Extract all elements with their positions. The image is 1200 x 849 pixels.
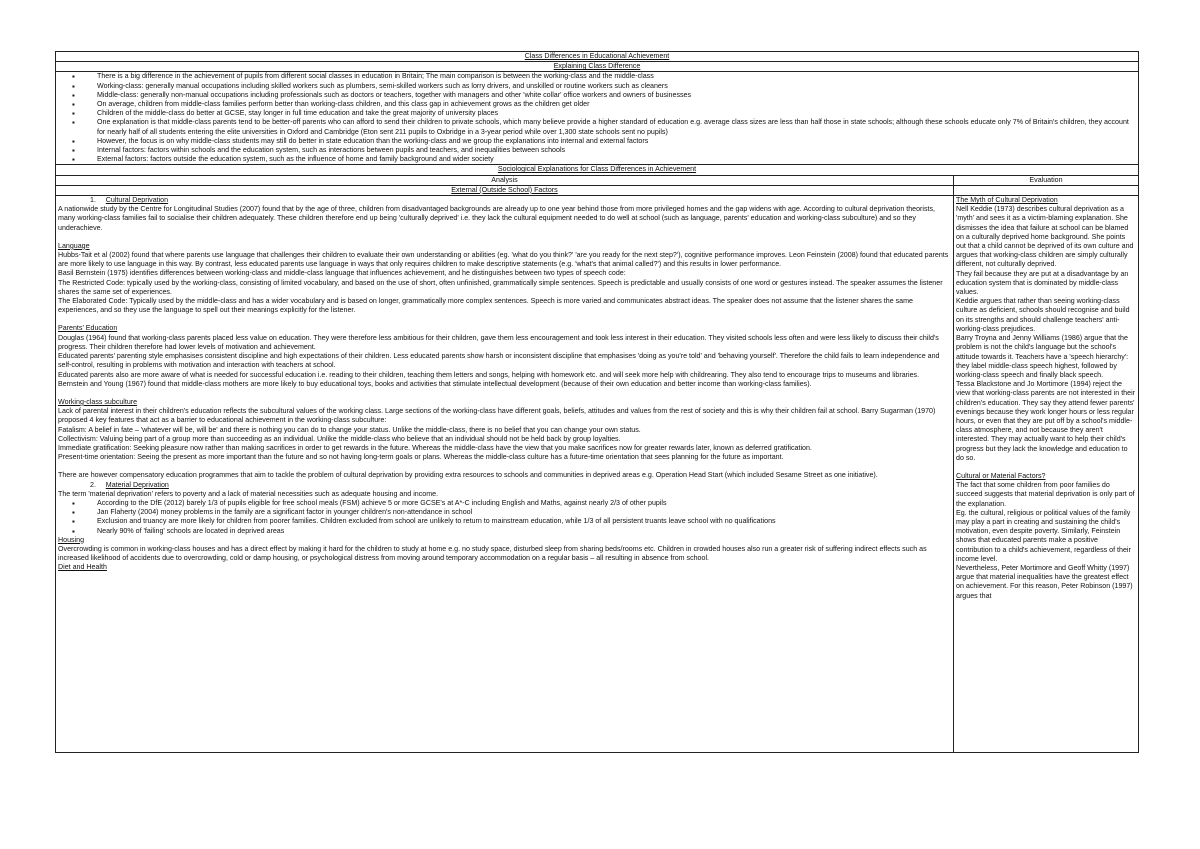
section-number: 2.	[90, 480, 96, 489]
explaining-heading: Explaining Class Difference	[56, 62, 1139, 72]
subheading-language: Language	[58, 241, 90, 250]
list-item: ▪ Children of the middle-class do better at GCSE, stay longer in full time education and take the great majority of university places	[86, 109, 1136, 118]
list-item: ▪ Working-class: generally manual occupations including skilled workers such as plumbers, semi-skilled workers such as lorry drivers, and unskilled or routine workers such as cleaners	[86, 82, 1136, 91]
paragraph: Bernstein and Young (1967) found that middle-class mothers are more likely to buy educational toys, books and activities that stimulate intellectual development (because of their own education and better income than working-class families).	[58, 379, 812, 388]
list-item: ▪ Jan Flaherty (2004) money problems in the family are a significant factor in younger children's non-attendance in school	[86, 508, 951, 517]
paragraph: Collectivism: Valuing being part of a group more than succeeding as an individual. Unlike the middle-class who believe that an individual should not be held back by group loyalties.	[58, 434, 621, 443]
paragraph: Immediate gratification: Seeking pleasure now rather than making sacrifices in order to get rewards in the future. Whereas the middle-class have the view that you make sacrifices now for greater rewards later, known as deferred gratification.	[58, 443, 812, 452]
paragraph: Barry Troyna and Jenny Williams (1986) argue that the problem is not the child's language but the school's attitude towards it. Teachers have a 'speech hierarchy': they label middle-class speech highest, followed by working-class speech and finally black speech.	[956, 334, 1129, 379]
subheading-myth: The Myth of Cultural Deprivation	[956, 196, 1058, 205]
analysis-cell	[56, 196, 954, 753]
external-heading-row	[56, 185, 1139, 195]
section-title: Cultural Deprivation	[105, 196, 169, 205]
subheading-diet: Diet and Health	[58, 563, 107, 572]
paragraph: Lack of parental interest in their children's education reflects the subcultural values of the working class. Large sections of the working-class have different goals, beliefs, attitudes and values from the rest of society and this is why their children fail at school. Barry Sugarman (1970) proposed 4 key features that act as a barrier to educational achievement in the working-class subculture:	[58, 407, 936, 425]
paragraph: Educated parents also are more aware of what is needed for successful education i.e. reading to their children, teaching them letters and songs, helping with homework etc. and will seek more help with childrearing. They also tend to encourage trips to museums and libraries.	[58, 370, 920, 379]
paragraph: There are however compensatory education programmes that aim to tackle the problem of cultural deprivation by providing extra resources to schools and communities in deprived areas e.g. Operation Head Start (which included Sesame Street as one initiative).	[58, 471, 878, 480]
analysis-content	[58, 196, 951, 752]
paragraph: The Restricted Code: typically used by the working-class, consisting of limited vocabulary, and based on the use of short, often unfinished, grammatically simple sentences. Speech is predictable and usually consists of one word or gestures instead. The speaker assumes the listener shares the same set of experiences.	[58, 278, 943, 296]
paragraph: Present-time orientation: Seeing the present as more important than the future and so not having long-term goals or plans. Whereas the middle-class culture has a future-time orientation that sees planning for the future as important.	[58, 453, 784, 462]
document-title: Class Differences in Educational Achievement	[56, 52, 1139, 62]
evaluation-cell	[954, 196, 1139, 753]
sociological-heading: Sociological Explanations for Class Differences in Achievement	[56, 165, 1139, 175]
evaluation-content	[956, 196, 1136, 752]
analysis-column-header: Analysis	[56, 175, 954, 185]
evaluation-column-header: Evaluation	[954, 175, 1139, 185]
list-item: ▪ Middle-class: generally non-manual occupations including professionals such as doctors or teachers, together with managers and other 'white collar' office workers and owners of businesses	[86, 91, 1136, 100]
paragraph: The Elaborated Code: Typically used by the middle-class and has a wider vocabulary and is based on longer, grammatically more complex sentences. Speech is more varied and communicates abstract ideas. The speaker does not assume that the listener shares the same experiences, and so they use the language to spell out their meanings explicitly for the listener.	[58, 297, 913, 315]
paragraph: Overcrowding is common in working-class houses and has a direct effect by making it hard for the children to study at home e.g. no study space, disturbed sleep from sharing beds/rooms etc. Children in crowded houses also run a greater risk of suffering indirect effects such as increased likelihood of accidents due to overcrowding, cold or damp housing, or psychological distress from moving around temporary accommodation on a regular basis – all resulting in absence from school.	[58, 544, 927, 563]
title-row	[56, 52, 1139, 62]
list-item: ▪ There is a big difference in the achievement of pupils from different social classes in education in Britain; The main comparison is between the working-class and the middle-class	[86, 72, 1136, 81]
socio-heading-row	[56, 165, 1139, 175]
list-item: ▪ According to the DfE (2012) barely 1/3 of pupils eligible for free school meals (FSM) achieve 5 or more GCSE's at A*-C including English and Maths, against nearly 2/3 of other pupils	[86, 499, 951, 508]
list-item: ▪ Exclusion and truancy are more likely for children from poorer families. Children excluded from school are unlikely to return to mainstream education, while 1/3 of all persistent truants leave school with no qualifications	[86, 517, 951, 526]
paragraph: The fact that some children from poor families do succeed suggests that material deprivation is only part of the explanation.	[956, 481, 1135, 508]
list-item: ▪ However, the focus is on why middle-class students may still do better in state education than the working-class and we group the explanations into internal and external factors	[86, 137, 1136, 146]
subheading-parents: Parents' Education	[58, 324, 118, 333]
external-factors-heading: External (Outside School) Factors	[56, 185, 954, 195]
material-bullet-list	[58, 499, 951, 536]
section-number: 1.	[90, 196, 96, 205]
section-heading-cultural	[58, 196, 951, 205]
explaining-bullet-list	[58, 72, 1136, 164]
list-item: ▪ One explanation is that middle-class parents tend to be better-off parents who can afford to send their children to private schools, which many believe provide a higher standard of education e.g. average class sizes are less than half those in state schools; although these schools educate only 7% of Britain's children, they account for nearly half of all students entering the elite universities in Oxford and Cambridge (Eton sent 211 pupils to Oxbridge in a 3-year period while over 1,300 state schools sent no pupils)	[86, 118, 1136, 136]
paragraph: Keddie argues that rather than seeing working-class culture as deficient, schools should recognise and build on its strengths and should challenge teachers' anti-working-class prejudices.	[956, 297, 1130, 333]
explaining-bullets-row	[56, 72, 1139, 165]
paragraph: Tessa Blackstone and Jo Mortimore (1994) reject the view that working-class parents are not interested in their children's education. They say they attend fewer parents' evenings because they work longer hours or less regular hours, or even that they are put off by a school's middle-class atmosphere, and not because they aren't interested. They may actually want to help their child's progress but they lack the knowledge and education to do so.	[956, 380, 1136, 462]
column-header-row	[56, 175, 1139, 185]
paragraph: They fail because they are put at a disadvantage by an education system that is dominated by middle-class values.	[956, 269, 1129, 297]
notes-table	[55, 51, 1139, 753]
list-item: ▪ External factors: factors outside the education system, such as the influence of home and family background and wider society	[86, 155, 1136, 164]
subheading-subculture: Working-class subculture	[58, 397, 138, 406]
list-item: ▪ Internal factors: factors within schools and the education system, such as interactions between pupils and teachers, and inequalities between schools	[86, 146, 1136, 155]
section-heading-material	[58, 481, 951, 490]
paragraph: Douglas (1964) found that working-class parents placed less value on education. They were therefore less ambitious for their children, gave them less encouragement and took less interest in their education. They visited schools less often and were less likely to discuss their child's progress. Their children therefore had lower levels of motivation and achievement.	[58, 333, 939, 351]
paragraph: Fatalism: A belief in fate – 'whatever will be, will be' and there is nothing you can do to change your status. Unlike the middle-class, there is no belief that you can change your own status.	[58, 425, 641, 434]
paragraph: The term 'material deprivation' refers to poverty and a lack of material necessities such as adequate housing and income.	[58, 489, 439, 498]
body-row	[56, 196, 1139, 753]
list-item: ▪ Nearly 90% of 'failing' schools are located in deprived areas	[86, 527, 951, 536]
explaining-bullets-cell	[56, 72, 1139, 165]
paragraph: Educated parents' parenting style emphasises consistent discipline and high expectations of their children. Less educated parents show harsh or inconsistent discipline that emphasises 'doing as you're told' and 'behaving yourself'. Therefore the child fails to learn independence and self-control, resulting in problems with motivation and interaction with teachers at school.	[58, 352, 940, 370]
explaining-heading-row	[56, 62, 1139, 72]
empty-cell	[954, 185, 1139, 195]
list-item: ▪ On average, children from middle-class families perform better than working-class children, and this class gap in achievement grows as the children get older	[86, 100, 1136, 109]
paragraph: Nevertheless, Peter Mortimore and Geoff Whitty (1997) argue that material inequalities have the greatest effect on achievement. For this reason, Peter Robinson (1997) argues that	[956, 563, 1133, 600]
paragraph: Nell Keddie (1973) describes cultural deprivation as a 'myth' and sees it as a victim-blaming explanation. She dismisses the idea that failure at school can be blamed on a culturally deprived home background. She points out that a child cannot be deprived of its own culture and argues that working-class children are simply culturally different, not culturally deprived.	[956, 205, 1134, 269]
paragraph: A nationwide study by the Centre for Longitudinal Studies (2007) found that by the age of three, children from disadvantaged backgrounds are already up to one year behind those from more privileged homes and the gap widens with age. According to cultural deprivation theorists, many working-class families fail to socialise their children adequately. These children therefore end up being 'culturally deprived' i.e. they lack the cultural equipment needed to do well at school (such as language, parents' education and working-class subculture) and so they underachieve.	[58, 205, 936, 232]
document-sheet	[55, 51, 1138, 791]
paragraph: Hubbs-Tait et al (2002) found that where parents use language that challenges their children to evaluate their own understanding or abilities (eg. 'what do you think?' 'are you ready for the next step?'), cognitive performance improves. Leon Feinstein (2008) found that educated parents are more likely to use language in this way. By contrast, less educated parents use language in ways that only requires children to make descriptive statements (e.g. 'what's that animal called?') and this results in lower performance.	[58, 251, 949, 269]
paragraph: Eg. the cultural, religious or political values of the family may play a part in creating and sustaining the child's motivation, even despite poverty. Similarly, Feinstein shows that educated parents make a positive contribution to a child's achievement, regardless of their income level.	[956, 508, 1131, 563]
paragraph: Basil Bernstein (1975) identifies differences between working-class and middle-class language that influences achievement, and he distinguishes between two types of speech code:	[58, 269, 626, 278]
subheading-housing: Housing	[58, 535, 85, 544]
subheading-cultural-material: Cultural or Material Factors?	[956, 471, 1046, 480]
section-title: Material Deprivation	[105, 480, 169, 489]
